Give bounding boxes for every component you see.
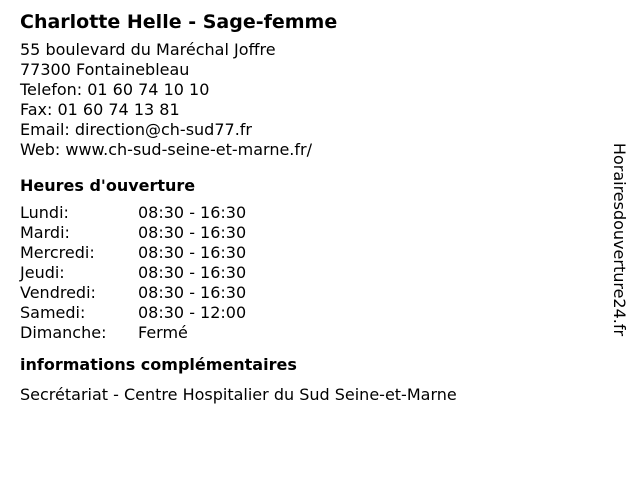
hours-row-friday bbox=[20, 283, 246, 303]
fax-number: Fax: 01 60 74 13 81 bbox=[20, 100, 180, 119]
day-label: Jeudi: bbox=[20, 263, 65, 282]
opening-hours-heading: Heures d'ouverture bbox=[20, 176, 196, 195]
time-range: 08:30 - 16:30 bbox=[138, 243, 247, 262]
address-line-2: 77300 Fontainebleau bbox=[20, 60, 190, 79]
day-label: Lundi: bbox=[20, 203, 69, 222]
day-label: Vendredi: bbox=[20, 283, 96, 302]
additional-info-heading: informations complémentaires bbox=[20, 355, 297, 374]
business-card bbox=[20, 8, 600, 405]
website-link[interactable]: Web: www.ch-sud-seine-et-marne.fr/ bbox=[20, 140, 312, 159]
hours-row-saturday bbox=[20, 303, 246, 323]
opening-hours-table bbox=[20, 203, 246, 343]
time-range: 08:30 - 16:30 bbox=[138, 203, 247, 222]
address-line-1: 55 boulevard du Maréchal Joffre bbox=[20, 40, 276, 59]
day-label: Mercredi: bbox=[20, 243, 95, 262]
watermark-text: Horairesdouverture24.fr bbox=[610, 142, 630, 336]
time-range: Fermé bbox=[138, 323, 188, 342]
hours-row-monday bbox=[20, 203, 246, 223]
hours-row-wednesday bbox=[20, 243, 246, 263]
site-watermark bbox=[610, 134, 630, 344]
additional-info-text: Secrétariat - Centre Hospitalier du Sud Seine-et-Marne bbox=[20, 385, 457, 404]
contact-block bbox=[20, 40, 600, 160]
hours-row-sunday bbox=[20, 323, 246, 343]
hours-row-thursday bbox=[20, 263, 246, 283]
time-range: 08:30 - 16:30 bbox=[138, 223, 247, 242]
time-range: 08:30 - 12:00 bbox=[138, 303, 247, 322]
hours-row-tuesday bbox=[20, 223, 246, 243]
email-address[interactable]: Email: direction@ch-sud77.fr bbox=[20, 120, 252, 139]
day-label: Samedi: bbox=[20, 303, 86, 322]
day-label: Dimanche: bbox=[20, 323, 107, 342]
time-range: 08:30 - 16:30 bbox=[138, 283, 247, 302]
time-range: 08:30 - 16:30 bbox=[138, 263, 247, 282]
phone-number[interactable]: Telefon: 01 60 74 10 10 bbox=[20, 80, 210, 99]
day-label: Mardi: bbox=[20, 223, 70, 242]
page-title: Charlotte Helle - Sage-femme bbox=[20, 11, 338, 33]
